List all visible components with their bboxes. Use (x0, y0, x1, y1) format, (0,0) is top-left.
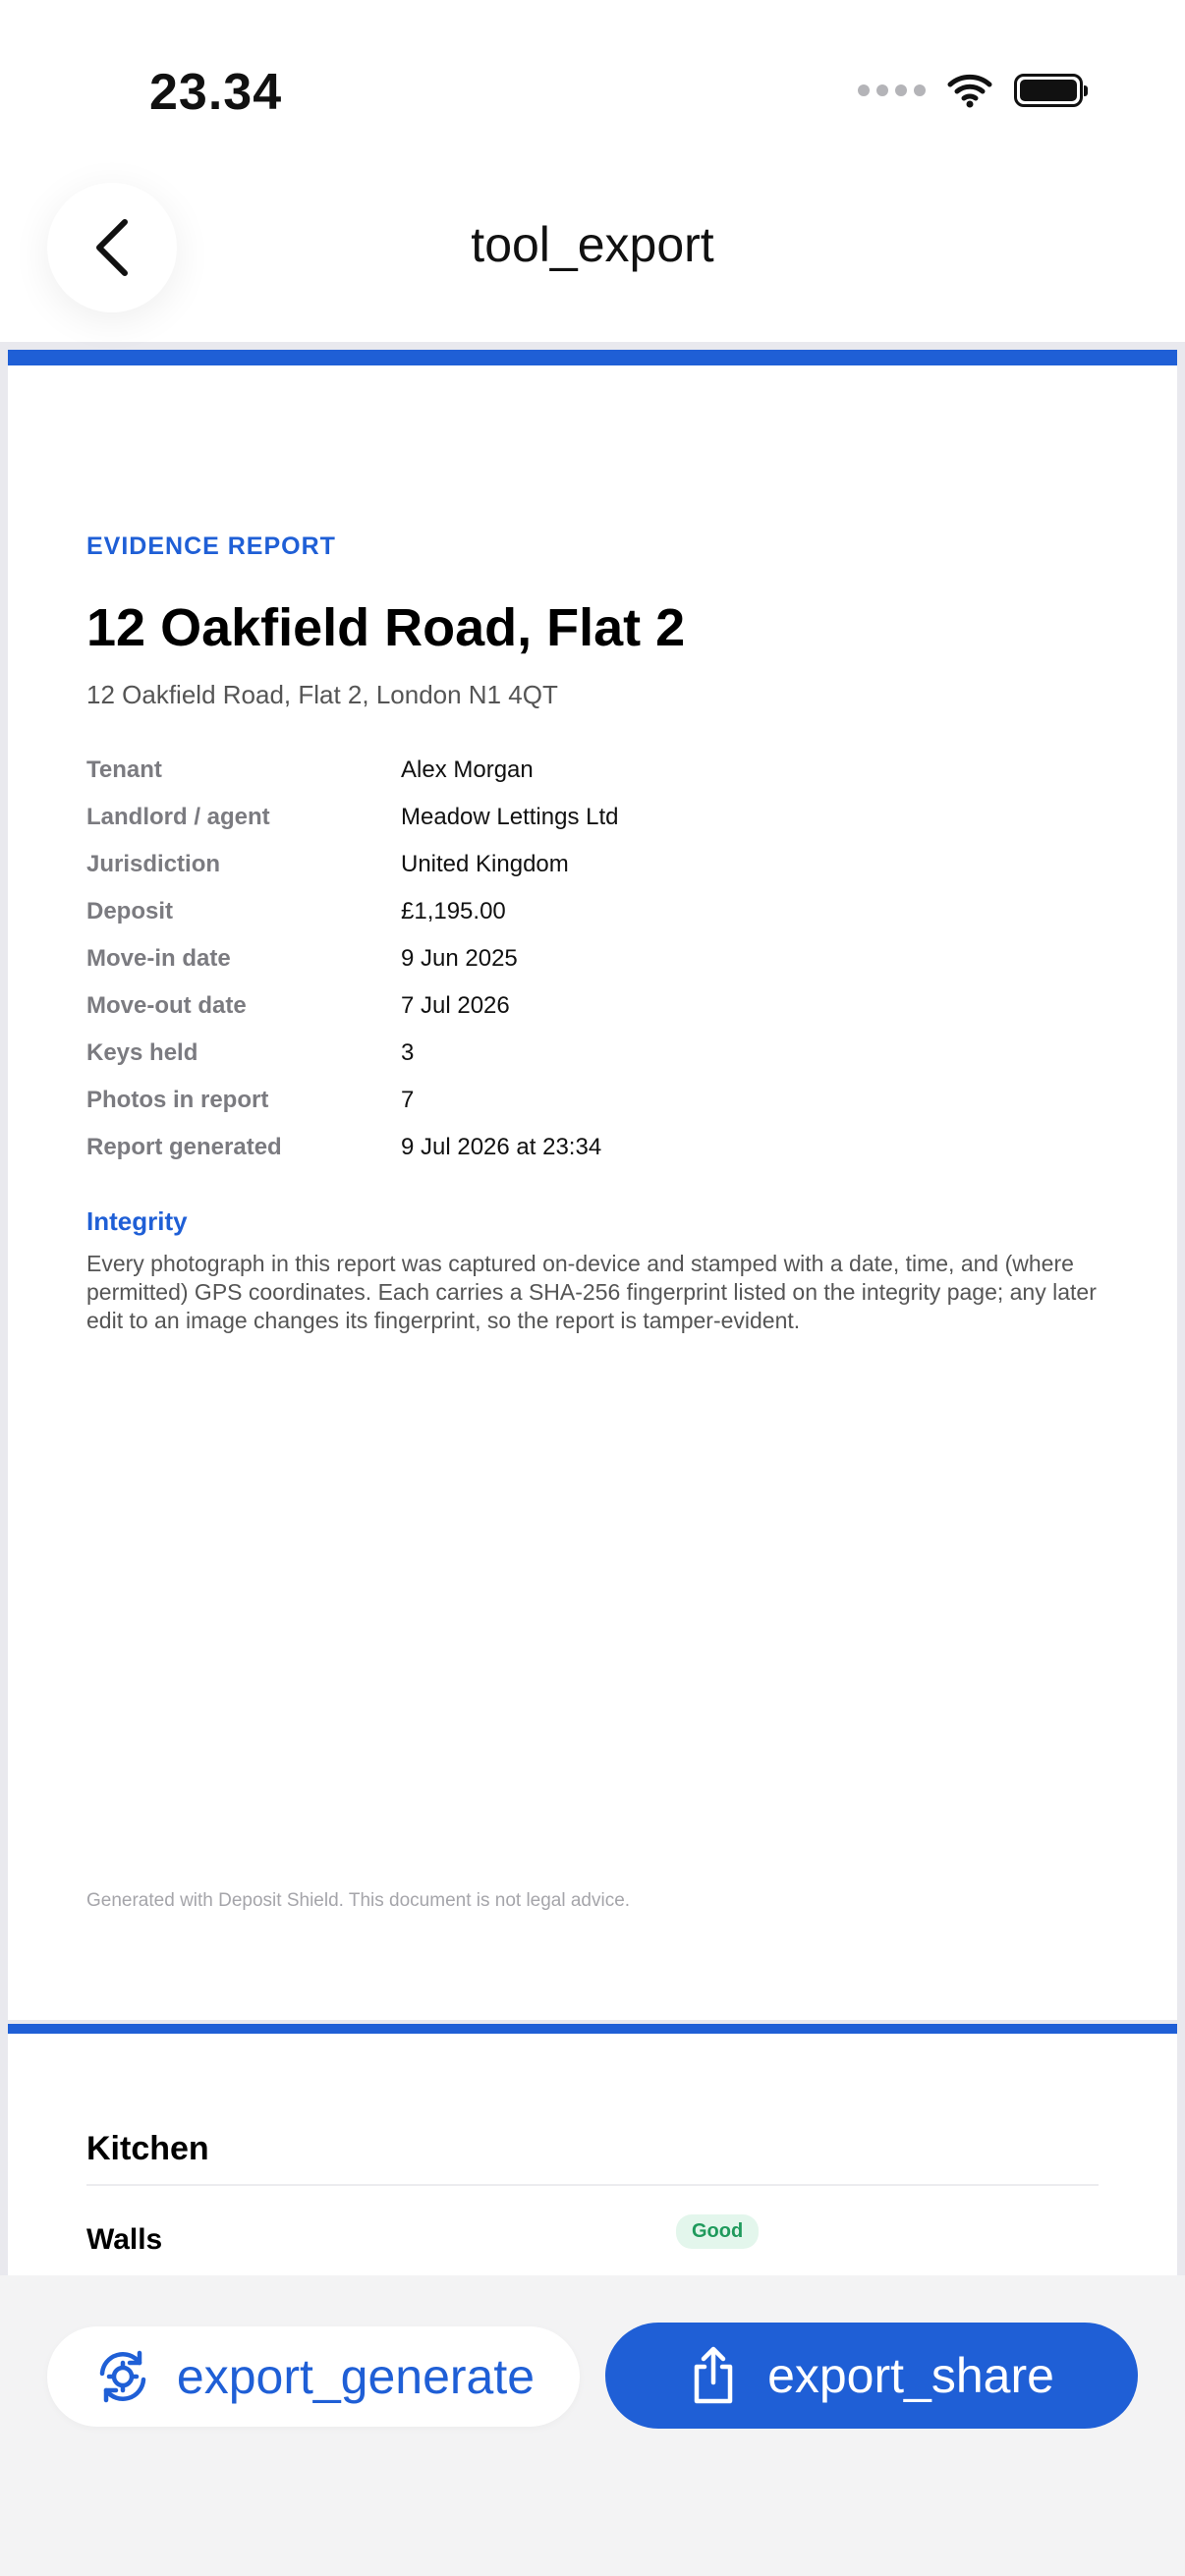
page-title: tool_export (471, 217, 714, 272)
detail-row-landlord (86, 794, 618, 841)
detail-value: 7 (401, 1087, 415, 1113)
report-page-cover (8, 350, 1177, 2020)
detail-row-move-out (86, 982, 618, 1030)
detail-value: Alex Morgan (401, 756, 534, 783)
detail-row-keys (86, 1030, 618, 1077)
detail-label: Keys held (86, 1039, 198, 1066)
share-icon (689, 2345, 738, 2406)
report-details (86, 747, 618, 1171)
detail-label: Jurisdiction (86, 851, 221, 877)
battery-icon (1014, 74, 1083, 107)
detail-row-move-in (86, 935, 618, 982)
detail-label: Photos in report (86, 1087, 269, 1113)
detail-row-photos (86, 1077, 618, 1124)
detail-value: Meadow Lettings Ltd (401, 804, 619, 830)
status-time: 23.34 (149, 64, 283, 121)
export-share-button[interactable] (605, 2323, 1138, 2429)
status-icons (858, 73, 1083, 108)
cellular-signal-icon (858, 84, 926, 96)
item-title: Walls (86, 2223, 163, 2256)
report-title: 12 Oakfield Road, Flat 2 (86, 598, 686, 657)
detail-label: Move-in date (86, 945, 231, 972)
header (0, 0, 1185, 342)
report-footer: Generated with Deposit Shield. This document is not legal advice. (86, 1890, 631, 1911)
export-share-label: export_share (767, 2348, 1054, 2403)
detail-label: Tenant (86, 756, 162, 783)
export-generate-button[interactable] (47, 2326, 580, 2427)
detail-label: Report generated (86, 1134, 282, 1160)
detail-value: 9 Jun 2025 (401, 945, 518, 972)
detail-value: 7 Jul 2026 (401, 992, 510, 1019)
divider (86, 2184, 1099, 2186)
action-bar (0, 2275, 1185, 2576)
detail-row-deposit (86, 888, 618, 935)
export-generate-label: export_generate (176, 2349, 536, 2404)
detail-value: £1,195.00 (401, 898, 506, 924)
detail-label: Deposit (86, 898, 174, 924)
detail-row-generated (86, 1124, 618, 1171)
integrity-heading: Integrity (86, 1206, 188, 1236)
detail-value: United Kingdom (401, 851, 569, 877)
detail-label: Move-out date (86, 992, 247, 1019)
condition-badge: Good (676, 2214, 759, 2249)
detail-value: 3 (401, 1039, 415, 1066)
detail-value: 9 Jul 2026 at 23:34 (401, 1134, 602, 1160)
integrity-text: Every photograph in this report was captured on-device and stamped with a date, time, and (where permitted) GPS coordinates. Each carries a SHA-256 fingerprint listed on the integrity page; any later edit to an image changes its fingerprint, so the report is tamper-evident. (86, 1251, 1097, 1333)
refresh-gear-icon (92, 2346, 153, 2407)
report-address: 12 Oakfield Road, Flat 2, London N1 4QT (86, 680, 558, 709)
room-title: Kitchen (86, 2130, 209, 2167)
report-eyebrow: EVIDENCE REPORT (86, 532, 336, 560)
wifi-icon (947, 73, 992, 108)
detail-label: Landlord / agent (86, 804, 270, 830)
detail-row-jurisdiction (86, 841, 618, 888)
detail-row-tenant (86, 747, 618, 794)
